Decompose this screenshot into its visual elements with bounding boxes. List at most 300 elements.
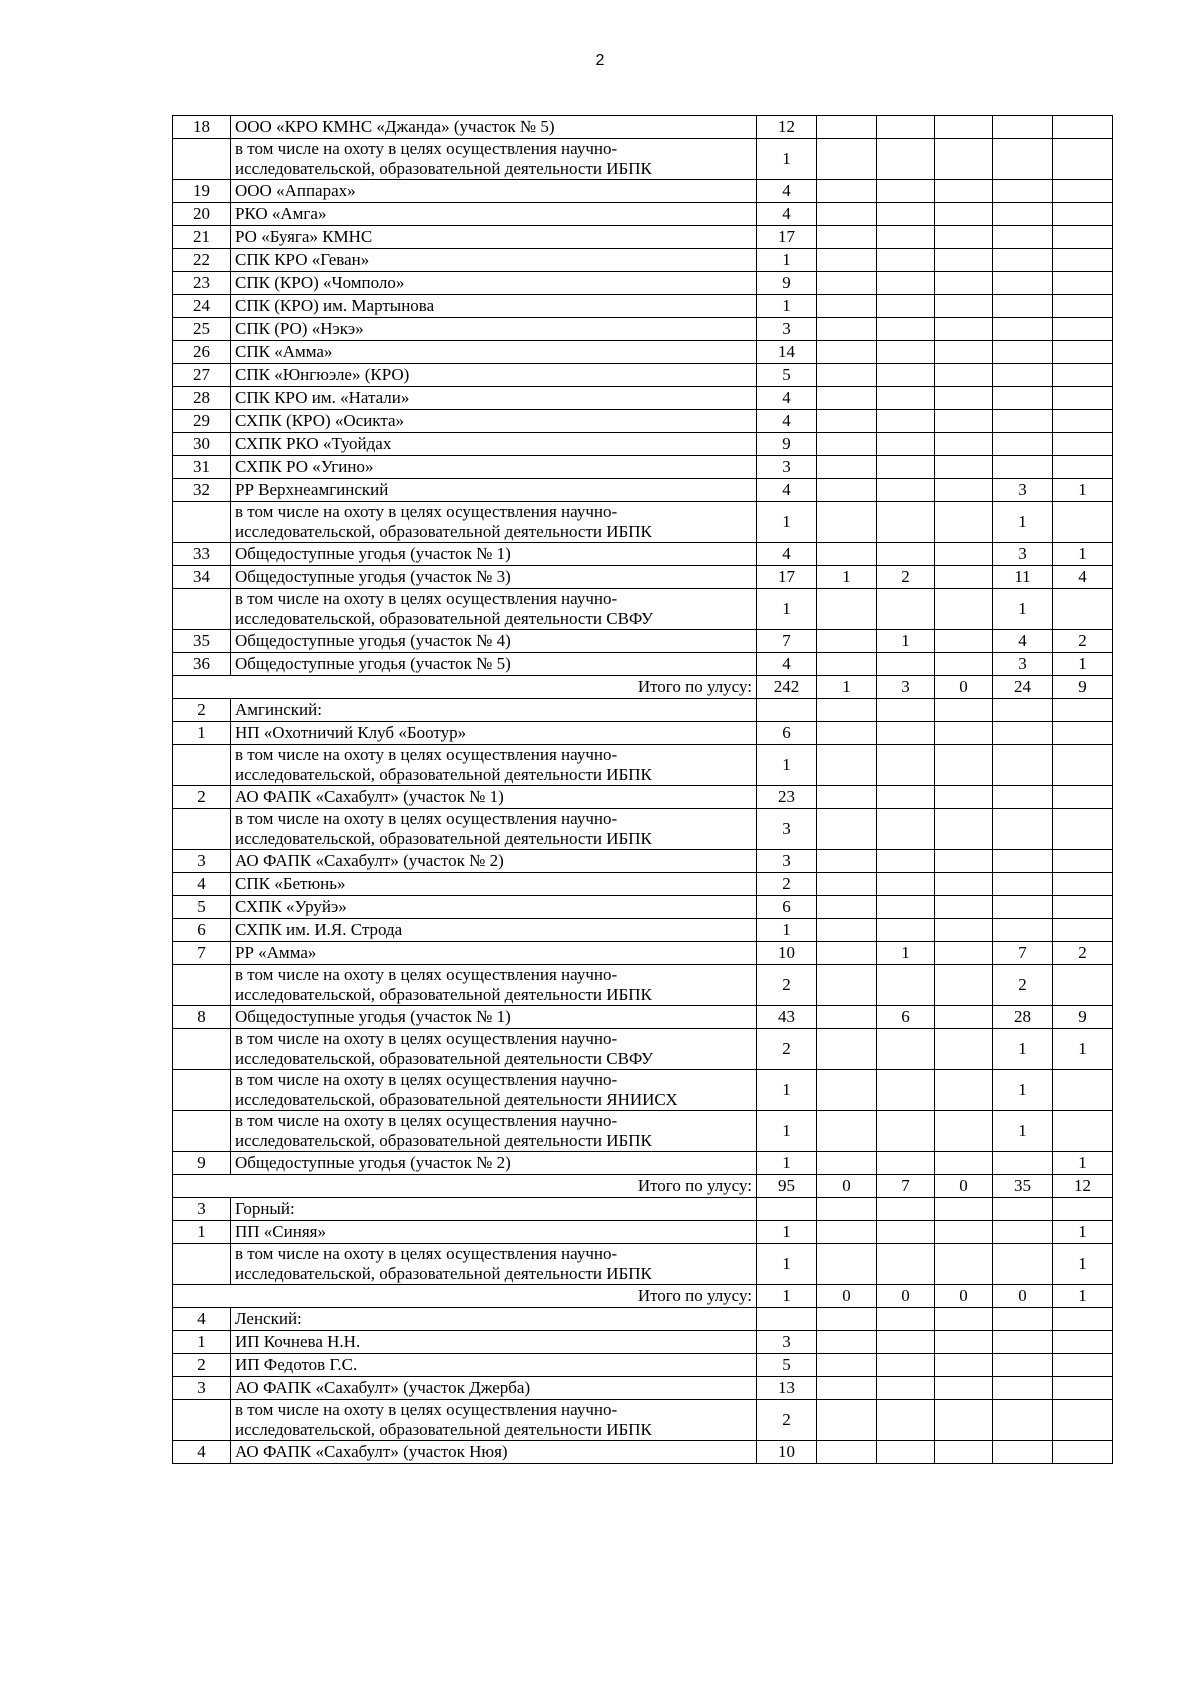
value-cell [1053,850,1113,873]
value-cell: 3 [993,543,1053,566]
table-row [173,456,1113,479]
value-cell [1053,1354,1113,1377]
value-cell [757,1308,817,1331]
value-cell [993,722,1053,745]
row-name: СПК (РО) «Нэкэ» [231,318,757,341]
value-cell [993,272,1053,295]
row-number: 30 [173,433,231,456]
row-name: Горный: [231,1198,757,1221]
value-cell: 0 [993,1285,1053,1308]
value-cell [817,203,877,226]
value-cell [935,873,993,896]
value-cell: 4 [757,479,817,502]
value-cell: 24 [993,676,1053,699]
value-cell [817,295,877,318]
table-row [173,1111,1113,1152]
value-cell [817,722,877,745]
value-cell [817,850,877,873]
value-cell: 0 [877,1285,935,1308]
value-cell: 6 [877,1006,935,1029]
row-number: 31 [173,456,231,479]
table-row [173,139,1113,180]
value-cell [993,1221,1053,1244]
table-row [173,364,1113,387]
value-cell [993,249,1053,272]
value-cell [817,139,877,180]
value-cell: 14 [757,341,817,364]
row-name: в том числе на охоту в целях осуществления научно-исследовательской, образовательной деятельности ЯНИИСХ [231,1070,757,1111]
value-cell [993,850,1053,873]
value-cell: 0 [935,676,993,699]
row-name: СПК (КРО) им. Мартынова [231,295,757,318]
value-cell [1053,699,1113,722]
value-cell: 1 [1053,653,1113,676]
value-cell [817,1029,877,1070]
row-name: Амгинский: [231,699,757,722]
value-cell [935,1308,993,1331]
table-row [173,566,1113,589]
row-number: 2 [173,1354,231,1377]
value-cell [935,942,993,965]
value-cell: 6 [757,722,817,745]
value-cell [877,180,935,203]
value-cell [935,387,993,410]
value-cell: 4 [1053,566,1113,589]
table-row [173,433,1113,456]
value-cell: 1 [1053,1285,1113,1308]
value-cell: 2 [757,873,817,896]
value-cell: 17 [757,566,817,589]
row-name: Общедоступные угодья (участок № 3) [231,566,757,589]
value-cell [935,965,993,1006]
value-cell [877,295,935,318]
value-cell [817,1377,877,1400]
value-cell [993,786,1053,809]
row-number: 18 [173,116,231,139]
row-name: РР Верхнеамгинский [231,479,757,502]
value-cell [935,850,993,873]
value-cell [877,502,935,543]
row-name: АО ФАПК «Сахабулт» (участок № 1) [231,786,757,809]
value-cell: 12 [1053,1175,1113,1198]
value-cell [817,1070,877,1111]
value-cell: 95 [757,1175,817,1198]
value-cell [1053,226,1113,249]
value-cell [877,203,935,226]
value-cell: 1 [1053,1244,1113,1285]
table-row [173,1331,1113,1354]
value-cell [993,318,1053,341]
value-cell [817,1331,877,1354]
value-cell: 0 [817,1175,877,1198]
value-cell [1053,786,1113,809]
row-name: СПК КРО «Геван» [231,249,757,272]
value-cell [935,1111,993,1152]
value-cell [817,116,877,139]
value-cell [935,1377,993,1400]
value-cell [877,387,935,410]
value-cell [817,318,877,341]
value-cell [993,341,1053,364]
value-cell [935,295,993,318]
table-row [173,722,1113,745]
row-name: ИП Кочнева Н.Н. [231,1331,757,1354]
value-cell [817,387,877,410]
value-cell [1053,919,1113,942]
value-cell: 242 [757,676,817,699]
value-cell [935,1354,993,1377]
table-row [173,226,1113,249]
value-cell [817,1198,877,1221]
value-cell [935,1221,993,1244]
value-cell [993,1377,1053,1400]
row-name: СХПК им. И.Я. Строда [231,919,757,942]
value-cell: 9 [1053,676,1113,699]
value-cell [935,318,993,341]
value-cell: 1 [1053,1221,1113,1244]
row-name: в том числе на охоту в целях осуществления научно-исследовательской, образовательной деятельности ИБПК [231,809,757,850]
value-cell [877,786,935,809]
value-cell [1053,589,1113,630]
value-cell: 13 [757,1377,817,1400]
value-cell: 1 [757,502,817,543]
row-number: 27 [173,364,231,387]
value-cell [757,1198,817,1221]
value-cell [935,249,993,272]
value-cell: 1 [757,1244,817,1285]
row-name: СПК «Амма» [231,341,757,364]
value-cell [817,1441,877,1464]
value-cell [817,249,877,272]
row-name: в том числе на охоту в целях осуществления научно-исследовательской, образовательной деятельности СВФУ [231,1029,757,1070]
row-name: в том числе на охоту в целях осуществления научно-исследовательской, образовательной деятельности ИБПК [231,1244,757,1285]
value-cell [817,786,877,809]
table-row [173,1198,1113,1221]
row-number: 29 [173,410,231,433]
value-cell [877,896,935,919]
row-number [173,745,231,786]
value-cell [1053,1400,1113,1441]
value-cell [935,1006,993,1029]
value-cell [877,745,935,786]
value-cell [935,1441,993,1464]
value-cell [877,479,935,502]
row-name: РО «Буяга» КМНС [231,226,757,249]
row-number [173,809,231,850]
row-number: 25 [173,318,231,341]
value-cell [877,1070,935,1111]
table-row [173,1152,1113,1175]
value-cell [993,896,1053,919]
value-cell: 1 [1053,543,1113,566]
value-cell [877,364,935,387]
value-cell: 1 [993,1111,1053,1152]
value-cell: 4 [757,387,817,410]
value-cell [935,543,993,566]
table-row [173,630,1113,653]
total-row [173,676,1113,699]
value-cell [877,1111,935,1152]
value-cell: 3 [877,676,935,699]
value-cell: 1 [993,1070,1053,1111]
row-number: 1 [173,1331,231,1354]
value-cell [817,699,877,722]
value-cell [935,1152,993,1175]
value-cell [993,456,1053,479]
value-cell [877,589,935,630]
value-cell [1053,722,1113,745]
value-cell: 3 [993,653,1053,676]
value-cell [935,630,993,653]
value-cell: 9 [757,272,817,295]
value-cell [877,722,935,745]
value-cell [817,364,877,387]
value-cell [1053,1377,1113,1400]
value-cell [1053,965,1113,1006]
value-cell [1053,433,1113,456]
row-number [173,589,231,630]
value-cell: 2 [757,1400,817,1441]
value-cell: 3 [757,456,817,479]
value-cell [877,873,935,896]
row-number: 7 [173,942,231,965]
value-cell [877,272,935,295]
row-number: 33 [173,543,231,566]
row-number [173,1070,231,1111]
table-row [173,1441,1113,1464]
value-cell [817,1006,877,1029]
table-row [173,543,1113,566]
row-name: Общедоступные угодья (участок № 4) [231,630,757,653]
value-cell [877,1400,935,1441]
table-row [173,942,1113,965]
value-cell: 35 [993,1175,1053,1198]
row-name: СХПК РКО «Туойдах [231,433,757,456]
row-name: ПП «Синяя» [231,1221,757,1244]
value-cell [935,203,993,226]
table-row [173,203,1113,226]
table-row [173,919,1113,942]
row-number: 32 [173,479,231,502]
table-row [173,1221,1113,1244]
row-number: 23 [173,272,231,295]
row-name: ИП Федотов Г.С. [231,1354,757,1377]
value-cell: 3 [757,809,817,850]
value-cell [877,1354,935,1377]
value-cell [993,226,1053,249]
value-cell [935,786,993,809]
value-cell [1053,341,1113,364]
value-cell [1053,809,1113,850]
value-cell [877,965,935,1006]
table-row [173,502,1113,543]
value-cell [935,745,993,786]
table-row [173,1354,1113,1377]
row-number: 4 [173,1308,231,1331]
value-cell [993,116,1053,139]
row-number: 24 [173,295,231,318]
table-row [173,589,1113,630]
value-cell: 2 [877,566,935,589]
table-row [173,1308,1113,1331]
value-cell [1053,1111,1113,1152]
value-cell [993,295,1053,318]
table-row [173,699,1113,722]
value-cell: 1 [993,502,1053,543]
row-name: СХПК РО «Угино» [231,456,757,479]
value-cell [817,745,877,786]
value-cell: 23 [757,786,817,809]
row-number [173,139,231,180]
value-cell [993,410,1053,433]
value-cell [1053,387,1113,410]
table-row [173,850,1113,873]
row-number [173,965,231,1006]
value-cell [817,1111,877,1152]
value-cell [817,479,877,502]
value-cell: 43 [757,1006,817,1029]
row-number: 20 [173,203,231,226]
value-cell [1053,1331,1113,1354]
value-cell [877,1308,935,1331]
value-cell [935,1198,993,1221]
row-number: 8 [173,1006,231,1029]
value-cell [877,543,935,566]
value-cell [877,699,935,722]
value-cell [817,965,877,1006]
total-label: Итого по улусу: [173,676,757,699]
value-cell [993,745,1053,786]
value-cell: 7 [877,1175,935,1198]
value-cell [817,873,877,896]
value-cell [935,919,993,942]
table-row [173,896,1113,919]
table-row [173,786,1113,809]
value-cell: 2 [1053,630,1113,653]
row-number: 1 [173,1221,231,1244]
value-cell [817,180,877,203]
row-name: Общедоступные угодья (участок № 2) [231,1152,757,1175]
row-name: СПК «Юнгюэле» (КРО) [231,364,757,387]
row-name: АО ФАПК «Сахабулт» (участок № 2) [231,850,757,873]
value-cell [935,809,993,850]
value-cell [993,1331,1053,1354]
value-cell [757,699,817,722]
value-cell [1053,180,1113,203]
value-cell: 0 [935,1175,993,1198]
value-cell [877,226,935,249]
value-cell [935,653,993,676]
value-cell [1053,1070,1113,1111]
total-label: Итого по улусу: [173,1175,757,1198]
value-cell: 3 [757,850,817,873]
row-name: АО ФАПК «Сахабулт» (участок Нюя) [231,1441,757,1464]
value-cell [1053,139,1113,180]
value-cell: 1 [757,1152,817,1175]
row-number: 1 [173,722,231,745]
row-name: в том числе на охоту в целях осуществления научно-исследовательской, образовательной деятельности ИБПК [231,502,757,543]
value-cell [935,1029,993,1070]
value-cell: 1 [993,1029,1053,1070]
value-cell [1053,873,1113,896]
table-row [173,249,1113,272]
row-number: 26 [173,341,231,364]
value-cell: 9 [757,433,817,456]
table-row [173,116,1113,139]
value-cell [817,1400,877,1441]
value-cell: 4 [757,410,817,433]
row-name: ООО «Аппарах» [231,180,757,203]
row-name: РКО «Амга» [231,203,757,226]
value-cell [935,1400,993,1441]
row-name: РР «Амма» [231,942,757,965]
value-cell [1053,502,1113,543]
value-cell [1053,203,1113,226]
value-cell [935,896,993,919]
value-cell [935,699,993,722]
value-cell: 1 [817,566,877,589]
value-cell [877,1441,935,1464]
table-row [173,272,1113,295]
value-cell [1053,1441,1113,1464]
table-row [173,1377,1113,1400]
value-cell [935,479,993,502]
value-cell [817,226,877,249]
value-cell: 28 [993,1006,1053,1029]
value-cell: 1 [757,295,817,318]
value-cell [935,410,993,433]
total-label: Итого по улусу: [173,1285,757,1308]
table-row [173,1029,1113,1070]
value-cell: 1 [1053,1152,1113,1175]
value-cell: 5 [757,1354,817,1377]
value-cell: 7 [993,942,1053,965]
value-cell [935,226,993,249]
row-number: 19 [173,180,231,203]
row-name: в том числе на охоту в целях осуществления научно-исследовательской, образовательной деятельности ИБПК [231,139,757,180]
value-cell [935,116,993,139]
value-cell: 2 [1053,942,1113,965]
value-cell [817,942,877,965]
value-cell [935,722,993,745]
value-cell [993,364,1053,387]
row-name: в том числе на охоту в целях осуществления научно-исследовательской, образовательной деятельности ИБПК [231,1111,757,1152]
value-cell [817,896,877,919]
value-cell [817,502,877,543]
row-number [173,502,231,543]
value-cell: 1 [757,249,817,272]
row-name: Общедоступные угодья (участок № 1) [231,1006,757,1029]
value-cell [993,1152,1053,1175]
value-cell [1053,364,1113,387]
value-cell [1053,249,1113,272]
value-cell: 1 [877,942,935,965]
row-number: 36 [173,653,231,676]
value-cell: 0 [817,1285,877,1308]
value-cell [877,1244,935,1285]
table-row [173,295,1113,318]
value-cell: 4 [757,203,817,226]
value-cell [877,1331,935,1354]
value-cell: 4 [757,543,817,566]
row-number [173,1111,231,1152]
value-cell [935,139,993,180]
table-row [173,809,1113,850]
value-cell [935,456,993,479]
value-cell: 9 [1053,1006,1113,1029]
value-cell: 3 [757,1331,817,1354]
row-name: в том числе на охоту в целях осуществления научно-исследовательской, образовательной деятельности ИБПК [231,1400,757,1441]
